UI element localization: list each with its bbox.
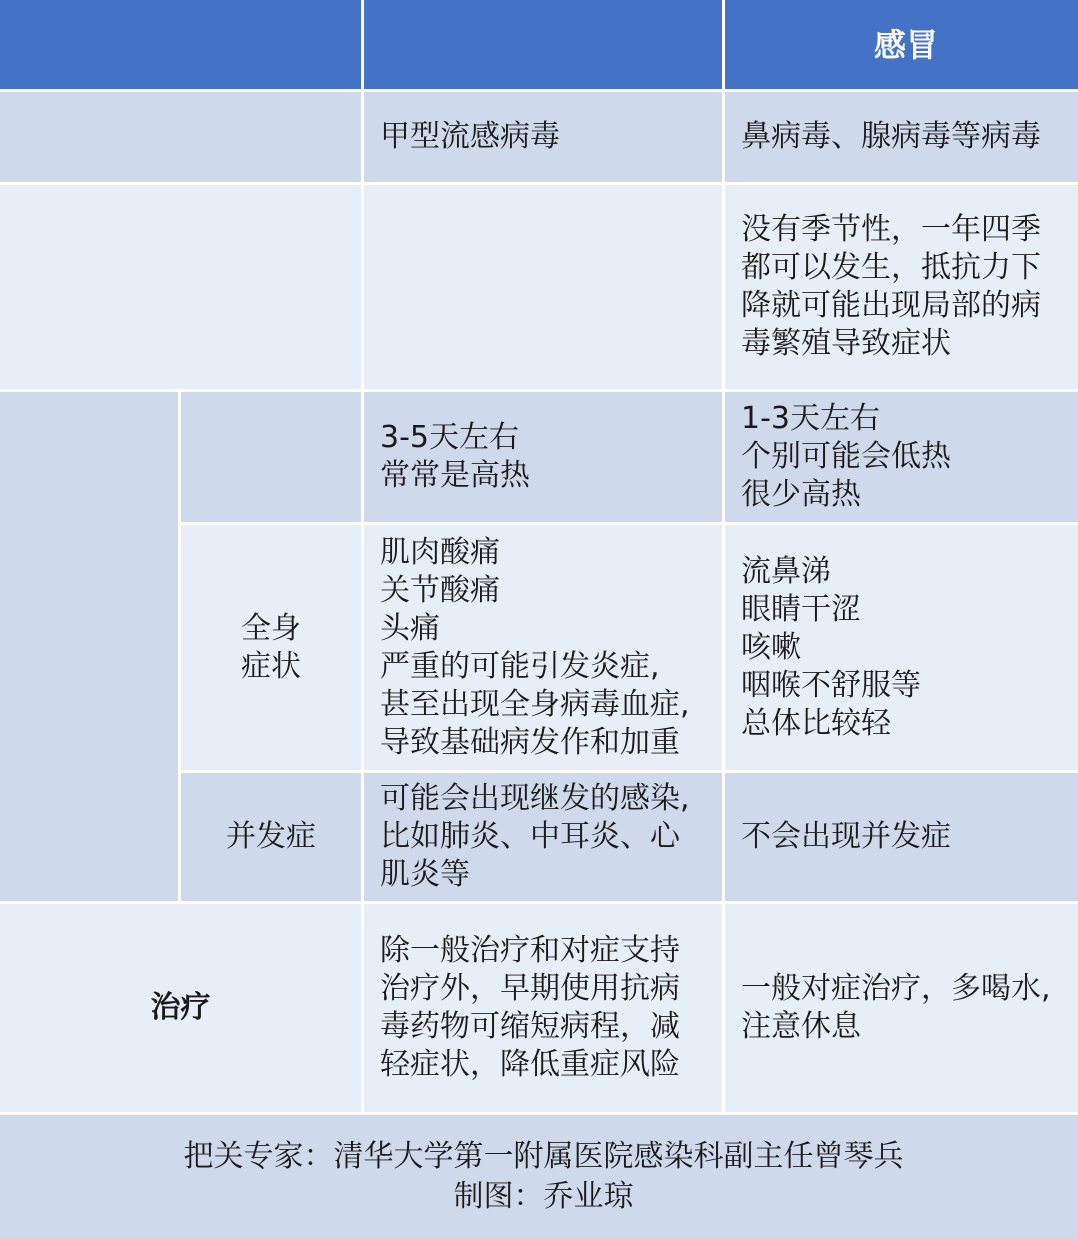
complication-flu: 可能会出现继发的感染, 比如肺炎、中耳炎、心 肌炎等: [364, 773, 722, 901]
pathogen-flu: 甲型流感病毒: [364, 92, 722, 182]
footer-expert: 把关专家：清华大学第一附属医院感染科副主任曾琴兵: [183, 1139, 904, 1174]
season-cold: 没有季节性，一年四季 都可以发生，抵抗力下 降就可能出现局部的病 毒繁殖导致症状: [725, 185, 1078, 389]
fever-cold: 1-3天左右 个别可能会低热 很少高热: [725, 392, 1078, 522]
footer-credit: 制图：乔业琼: [453, 1179, 634, 1214]
systemic-cold: 流鼻涕 眼睛干涩 咳嗽 咽喉不舒服等 总体比较轻: [725, 525, 1078, 770]
treatment-label: 治疗: [0, 904, 361, 1112]
fever-flu: 3-5天左右 常常是高热: [364, 392, 722, 522]
footer-credits: [0, 1115, 1078, 1239]
complication-label: 并发症: [181, 773, 361, 901]
complication-cold: 不会出现并发症: [725, 773, 1078, 901]
header-corner: [0, 0, 361, 89]
season-flu: [364, 185, 722, 389]
pathogen-cold: 鼻病毒、腺病毒等病毒: [725, 92, 1078, 182]
treatment-flu: 除一般治疗和对症支持 治疗外，早期使用抗病 毒药物可缩短病程，减 轻症状，降低重症风险: [364, 904, 722, 1112]
season-label: [0, 185, 361, 389]
systemic-label: 全身 症状: [181, 525, 361, 770]
symptoms-group-label: [0, 392, 178, 901]
treatment-cold: 一般对症治疗，多喝水, 注意休息: [725, 904, 1078, 1112]
pathogen-label: [0, 92, 361, 182]
header-flu: [364, 0, 722, 89]
fever-label: [181, 392, 361, 522]
systemic-flu: 肌肉酸痛 关节酸痛 头痛 严重的可能引发炎症, 甚至出现全身病毒血症, 导致基础病发作和加重: [364, 525, 722, 770]
header-cold: 感冒: [725, 0, 1078, 89]
